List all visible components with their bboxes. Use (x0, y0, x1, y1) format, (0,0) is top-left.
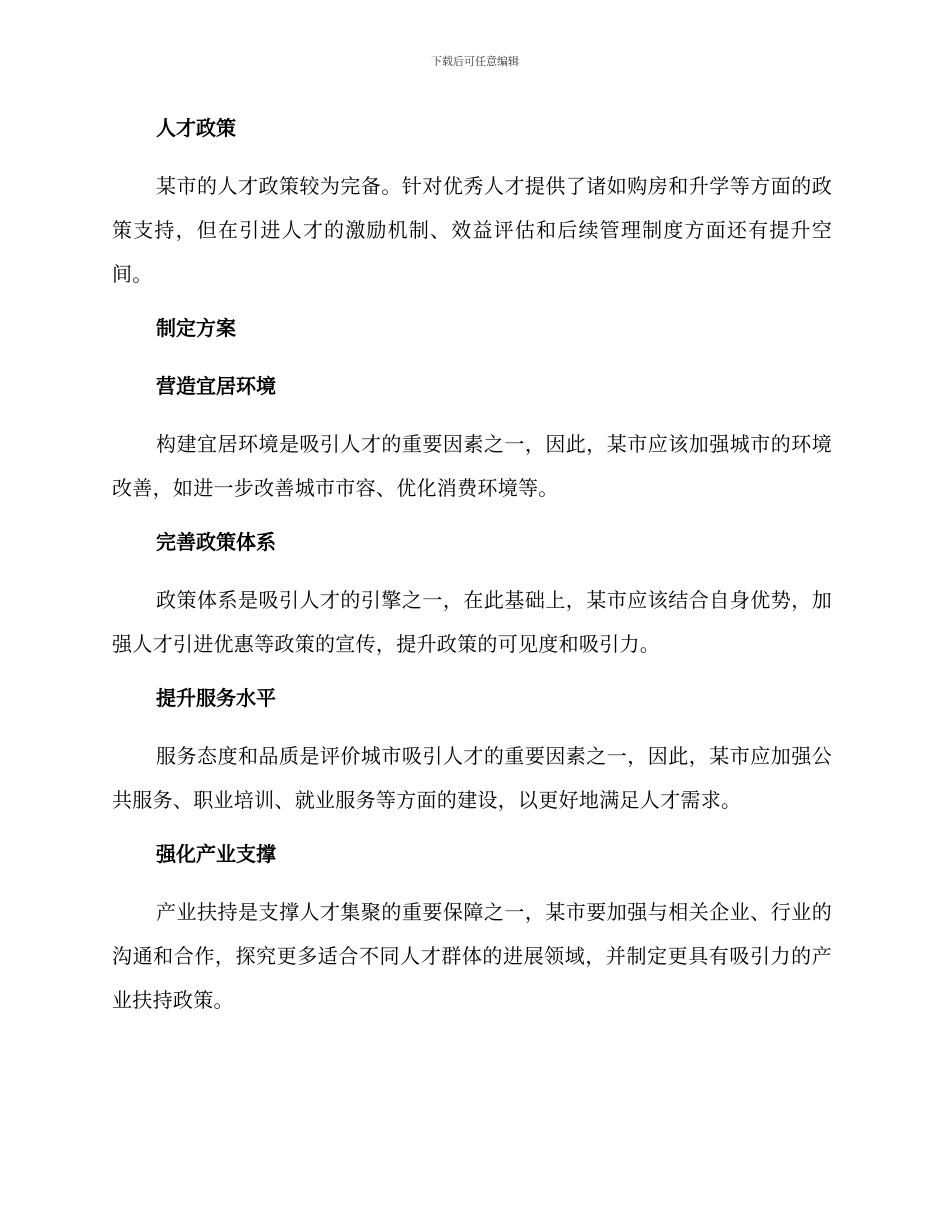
document-body (112, 110, 832, 1036)
paragraph-industry-support: 产业扶持是支撑人才集聚的重要保障之一，某市要加强与相关企业、行业的沟通和合作，探究更多适合不同人才群体的进展领域，并制定更具有吸引力的产业扶持政策。 (112, 900, 832, 1012)
paragraph-service-level: 服务态度和品质是评价城市吸引人才的重要因素之一，因此，某市应加强公共服务、职业培训、就业服务等方面的建设，以更好地满足人才需求。 (112, 744, 832, 812)
paragraph-talent-policy: 某市的人才政策较为完备。针对优秀人才提供了诸如购房和升学等方面的政策支持，但在引进人才的激励机制、效益评估和后续管理制度方面还有提升空间。 (112, 174, 832, 286)
page-header: 下载后可任意编辑 (431, 55, 519, 68)
heading-talent-policy: 人才政策 (156, 116, 236, 140)
paragraph-policy-system: 政策体系是吸引人才的引擎之一，在此基础上，某市应该结合自身优势，加强人才引进优惠等政策的宣传，提升政策的可见度和吸引力。 (112, 588, 832, 656)
heading-plan: 制定方案 (156, 316, 236, 340)
heading-livable-environment: 营造宜居环境 (156, 374, 276, 398)
heading-policy-system: 完善政策体系 (156, 530, 276, 554)
heading-service-level: 提升服务水平 (156, 686, 276, 710)
paragraph-livable-environment: 构建宜居环境是吸引人才的重要因素之一，因此，某市应该加强城市的环境改善，如进一步改善城市市容、优化消费环境等。 (112, 432, 832, 500)
heading-industry-support: 强化产业支撑 (156, 842, 276, 866)
